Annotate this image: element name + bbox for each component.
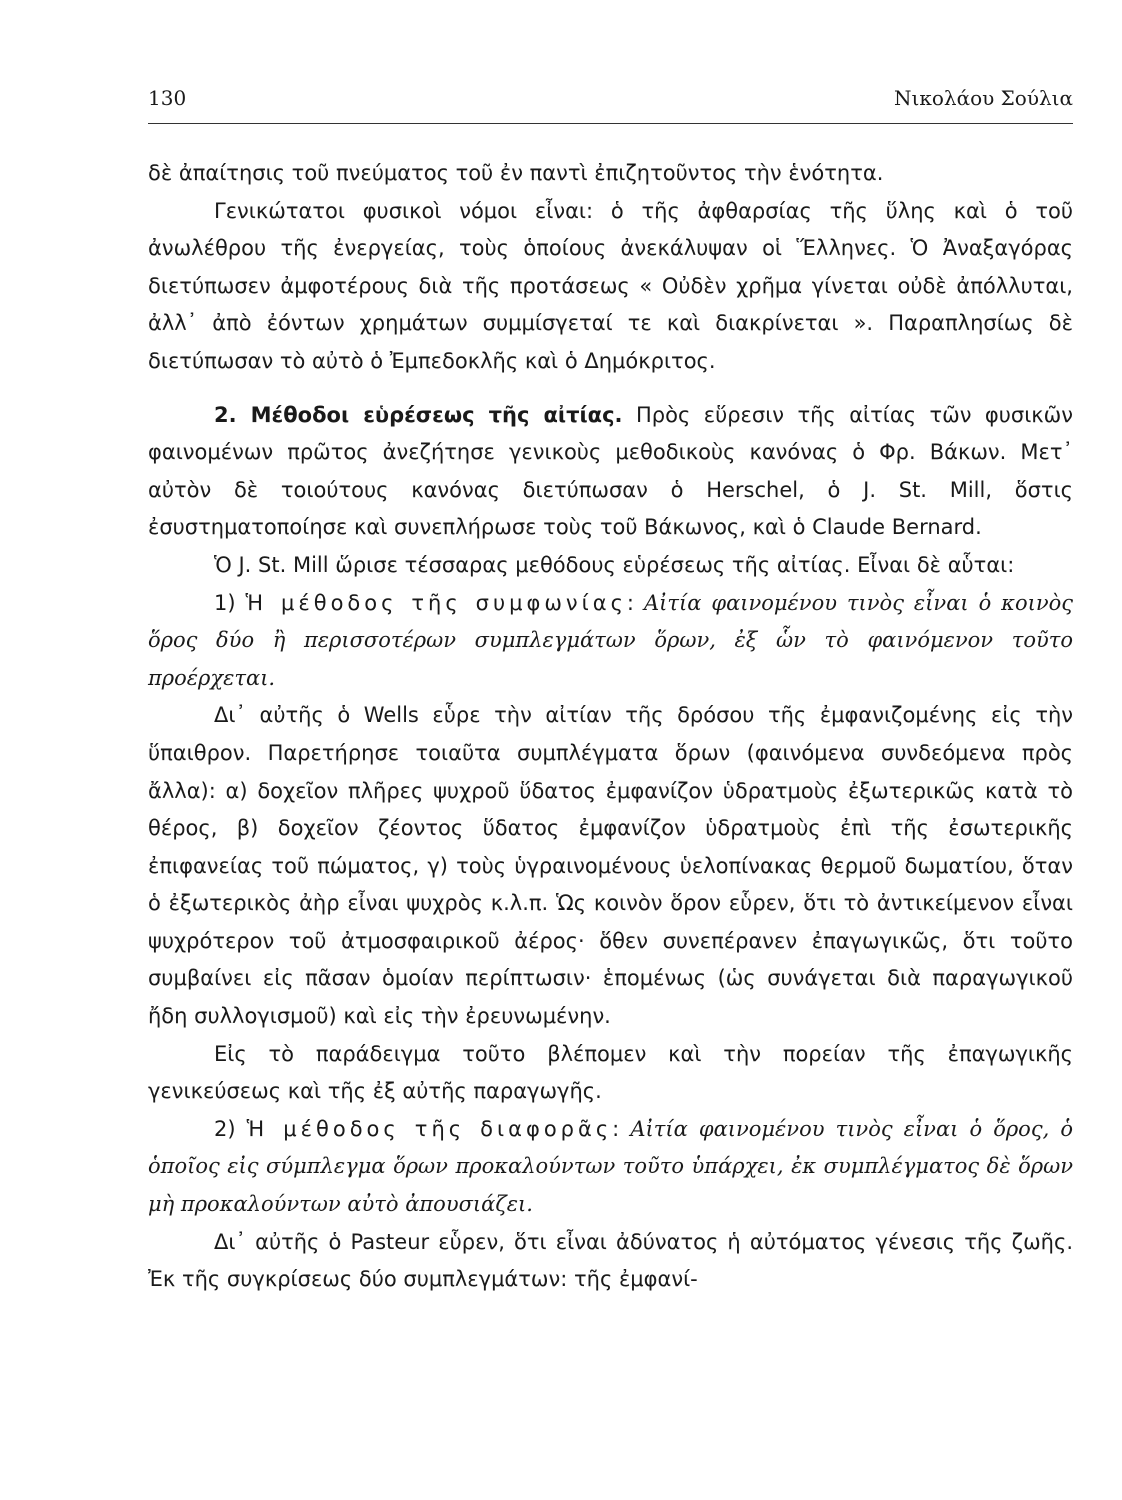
header-rule: [148, 123, 1073, 124]
paragraph: Ὁ J. St. Mill ὥρισε τέσσαρας μεθόδους εὑρέσεως τῆς αἰτίας. Εἶναι δὲ αὗται:: [214, 552, 1015, 577]
method-number: 2): [214, 1116, 247, 1141]
page-header: [148, 86, 1073, 116]
method-name: Ἡ μέθοδος τῆς συμφωνίας: [245, 590, 627, 615]
section-text: Πρὸς εὕρεσιν τῆς αἰτίας τῶν φυσικῶν φαινομένων πρῶτος ἀνεζήτησε γενικοὺς μεθοδικοὺς κανόνας ὁ Φρ. Βάκων. Μετ᾽ αὐτὸν δὲ τοιούτους κανόνας διετύπωσαν ὁ Herschel, ὁ J. St. Mill, ὅστις ἐσυστηματοποίησε καὶ συνεπλήρωσε τοὺς τοῦ Βάκωνος, καὶ ὁ Claude Bernard.: [148, 402, 1073, 540]
section-heading: 2. Μέθοδοι εὑρέσεως τῆς αἰτίας.: [214, 402, 623, 427]
body-text: [148, 155, 1073, 1299]
paragraph: Δι᾽ αὐτῆς ὁ Pasteur εὗρεν, ὅτι εἶναι ἀδύνατος ἡ αὐτόματος γένεσις τῆς ζωῆς. Ἐκ τῆς συγκρίσεως δύο συμπλεγμάτων: τῆς ἐμφανί-: [148, 1229, 1073, 1292]
paragraph: Δι᾽ αὐτῆς ὁ Wells εὗρε τὴν αἰτίαν τῆς δρόσου τῆς ἐμφανιζομένης εἰς τὴν ὕπαιθρον. Παρετήρησε τοιαῦτα συμπλέγματα ὅρων (φαινόμενα συνδεόμενα πρὸς ἄλλα): α) δοχεῖον πλῆρες ψυχροῦ ὕδατος ἐμφανίζον ὑδρατμοὺς ἐξωτερικῶς κατὰ τὸ θέρος, β) δοχεῖον ζέοντος ὕδατος ἐμφανίζον ὑδρατμοὺς ἐπὶ τῆς ἐσωτερικῆς ἐπιφανείας τοῦ πώματος, γ) τοὺς ὑγραινομένους ὑελοπίνακας θερμοῦ δωματίου, ὅταν ὁ ἐξωτερικὸς ἀὴρ εἶναι ψυχρὸς κ.λ.π. Ὡς κοινὸν ὅρον εὗρεν, ὅτι τὸ ἀντικείμενον εἶναι ψυχρότερον τοῦ ἀτμοσφαιρικοῦ ἀέρος· ὅθεν συνεπέρανεν ἐπαγωγικῶς, ὅτι τοῦτο συμβαίνει εἰς πᾶσαν ὁμοίαν περίπτωσιν· ἑπομένως (ὡς συνάγεται διὰ παραγωγικοῦ ἤδη συλλογισμοῦ) καὶ εἰς τὴν ἐρευνωμένην.: [148, 703, 1073, 1029]
method-name: Ἡ μέθοδος τῆς διαφορᾶς: [246, 1116, 613, 1141]
method-2: 2) Ἡ μέθοδος τῆς διαφορᾶς: Αἰτία φαινομένου τινὸς εἶναι ὁ ὅρος, ὁ ὁποῖος εἰς σύμπλεγμα ὅρων προκαλούντων τοῦτο ὑπάρχει, ἐκ συμπλέγματος δὲ ὅρων μὴ προκαλούντων αὐτὸ ἀπουσιάζει.: [148, 1116, 1073, 1217]
method-1: 1) Ἡ μέθοδος τῆς συμφωνίας: Αἰτία φαινομένου τινὸς εἶναι ὁ κοινὸς ὅρος δύο ἢ περισσοτέρων συμπλεγμάτων ὅρων, ἐξ ὧν τὸ φαινόμενον τοῦτο προέρχεται.: [148, 590, 1073, 690]
method-definition: Αἰτία φαινομένου τινὸς εἶναι ὁ κοινὸς ὅρος δύο ἢ περισσοτέρων συμπλεγμάτων ὅρων, ἐξ ὧν τὸ φαινόμενον τοῦτο προέρχεται.: [148, 590, 1073, 690]
section-2: [148, 397, 1073, 547]
running-head-author: Νικολάου Σούλια: [894, 86, 1073, 110]
paragraph: Γενικώτατοι φυσικοὶ νόμοι εἶναι: ὁ τῆς ἀφθαρσίας τῆς ὕλης καὶ ὁ τοῦ ἀνωλέθρου τῆς ἐνεργείας, τοὺς ὁποίους ἀνεκάλυψαν οἱ Ἕλληνες. Ὁ Ἀναξαγόρας διετύπωσεν ἀμφοτέρους διὰ τῆς προτάσεως « Οὐδὲν χρῆμα γίνεται οὐδὲ ἀπόλλυται, ἀλλ᾽ ἀπὸ ἐόντων χρημάτων συμμίσγεταί τε καὶ διακρίνεται ». Παραπλησίως δὲ διετύπωσαν τὸ αὐτὸ ὁ Ἐμπεδοκλῆς καὶ ὁ Δημόκριτος.: [148, 198, 1073, 373]
method-number: 1): [214, 590, 246, 615]
paragraph: δὲ ἀπαίτησις τοῦ πνεύματος τοῦ ἐν παντὶ ἐπιζητοῦντος τὴν ἑνότητα.: [148, 161, 884, 185]
page-number: 130: [148, 86, 187, 110]
paragraph: Εἰς τὸ παράδειγμα τοῦτο βλέπομεν καὶ τὴν πορείαν τῆς ἐπαγωγικῆς γενικεύσεως καὶ τῆς ἐξ αὐτῆς παραγωγῆς.: [148, 1041, 1073, 1104]
method-definition: Αἰτία φαινομένου τινὸς εἶναι ὁ ὅρος, ὁ ὁποῖος εἰς σύμπλεγμα ὅρων προκαλούντων τοῦτο ὑπάρχει, ἐκ συμπλέγματος δὲ ὅρων μὴ προκαλούντων αὐτὸ ἀπουσιάζει.: [148, 1116, 1073, 1217]
